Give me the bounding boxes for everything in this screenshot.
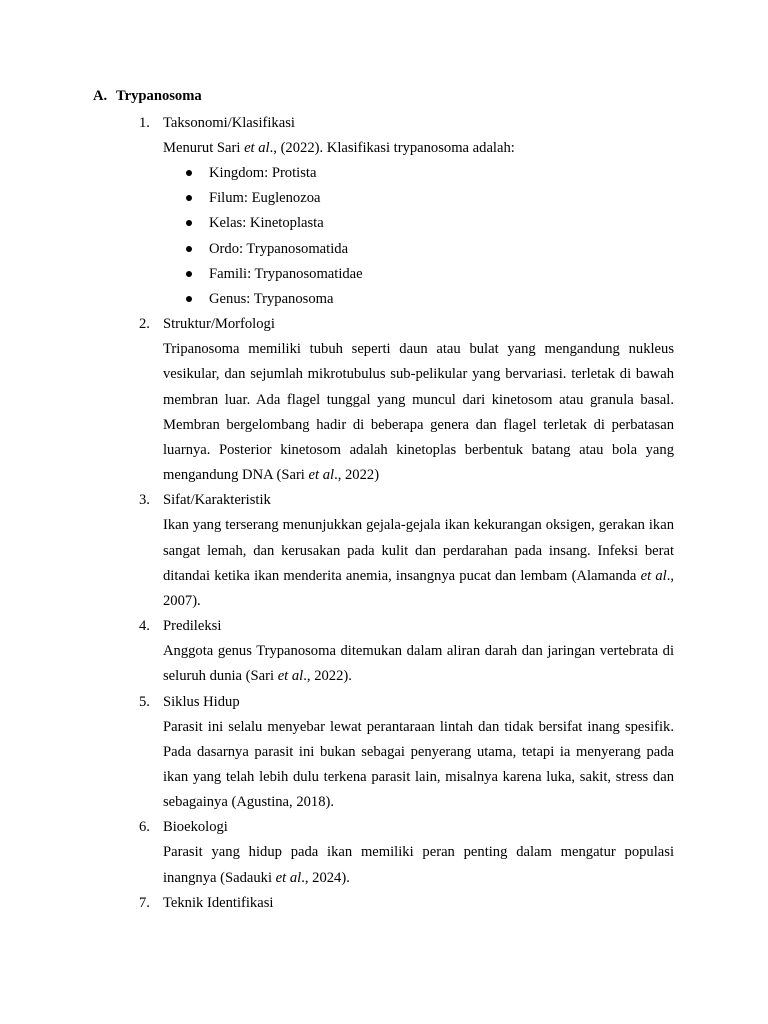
- paragraph-text: Tripanosoma memiliki tubuh seperti daun atau bulat yang mengandung nukleus vesikular, dan sejumlah mikrotubulus sub-pelikular yang bervariasi. terletak di bawah membran luar. Ada flagel tunggal yang muncul dari kinetosom atau granula basal. Membran bergelombang hadir di beberapa genera dan flagel terletak di perbatasan luarnya. Posterior kinetosom adalah kinetoplas berbentuk batang atau bola yang mengandung DNA (Sari: [163, 341, 674, 484]
- intro-text-end: ., (2022). Klasifikasi trypanosoma adalah:: [269, 140, 515, 156]
- section-title: Trypanosoma: [116, 88, 202, 104]
- item-number: 3.: [139, 492, 150, 509]
- item-number: 5.: [139, 693, 150, 710]
- item-struktur: [139, 312, 674, 488]
- item-teknik: [139, 891, 674, 916]
- bullet-icon: [186, 296, 192, 302]
- item-predileksi: [139, 614, 674, 689]
- taxonomy-intro: [163, 136, 674, 161]
- item-siklus: [139, 690, 674, 816]
- bullet-icon: [186, 170, 192, 176]
- section-content: [139, 111, 674, 916]
- item-title-text: Struktur/Morfologi: [163, 316, 275, 333]
- item-title: [139, 891, 674, 916]
- citation-italic: et al: [275, 869, 302, 886]
- paragraph-text: Anggota genus Trypanosoma ditemukan dalam aliran darah dan jaringan vertebrata di seluruh dunia (Sari: [163, 643, 674, 685]
- item-paragraph: Parasit ini selalu menyebar lewat perantaraan lintah dan tidak bersifat inang spesifik. Pada dasarnya parasit ini bukan sebagai penyerang utama, tetapi ia menyerang pada ikan yang telah lebih dulu terkena parasit lain, misalnya karena luka, sakit, stress dan sebagainya (Agustina, 2018).: [163, 718, 674, 811]
- paragraph-text-end: ., 2022): [334, 467, 380, 484]
- taxon-text: Genus: Trypanosoma: [209, 290, 334, 307]
- list-item: [186, 262, 674, 287]
- item-paragraph: [163, 639, 674, 689]
- intro-italic: et al: [244, 140, 270, 156]
- item-title-text: Teknik Identifikasi: [163, 894, 274, 911]
- item-number: 6.: [139, 819, 150, 836]
- item-paragraph: [163, 337, 674, 488]
- citation-italic: et al: [308, 467, 335, 484]
- taxon-text: Famili: Trypanosomatidae: [209, 265, 363, 282]
- intro-text: Menurut Sari: [163, 140, 245, 156]
- item-title: [139, 614, 674, 639]
- paragraph-text-end: ., 2007).: [163, 567, 674, 609]
- paragraph-text: Parasit yang hidup pada ikan memiliki peran penting dalam mengatur populasi inangnya (Sadauki: [163, 844, 674, 886]
- paragraph-text: Ikan yang terserang menunjukkan gejala-gejala ikan kekurangan oksigen, gerakan ikan sangat lemah, dan kerusakan pada kulit dan perdarahan pada insang. Infeksi berat ditandai ketika ikan menderita anemia, insangnya pucat dan lembam (Alamanda: [163, 517, 674, 584]
- item-number: 1.: [139, 115, 150, 131]
- item-title-text: Sifat/Karakteristik: [163, 492, 271, 509]
- taxonomy-list: [186, 161, 674, 312]
- item-paragraph: [163, 513, 674, 614]
- paragraph-text-end: ., 2024).: [301, 869, 350, 886]
- bullet-icon: [186, 271, 192, 277]
- list-item: [186, 161, 674, 186]
- item-title: [139, 690, 674, 715]
- item-title: [139, 488, 674, 513]
- item-bioekologi: [139, 815, 674, 890]
- list-item: [186, 287, 674, 312]
- item-taksonomi: [139, 111, 674, 312]
- item-sifat: [139, 488, 674, 614]
- section-heading: [93, 86, 593, 106]
- taxon-text: Filum: Euglenozoa: [209, 190, 321, 207]
- taxon-text: Kelas: Kinetoplasta: [209, 215, 324, 232]
- bullet-icon: [186, 246, 192, 252]
- item-title-text: Taksonomi/Klasifikasi: [163, 115, 295, 131]
- paragraph-text-end: ., 2022).: [303, 668, 352, 685]
- item-title: [139, 815, 674, 840]
- bullet-icon: [186, 195, 192, 201]
- taxon-text: Kingdom: Protista: [209, 165, 317, 181]
- list-item: [186, 186, 674, 211]
- item-title: [139, 312, 674, 337]
- item-title-text: Siklus Hidup: [163, 693, 240, 710]
- list-item: [186, 211, 674, 236]
- citation-italic: et al: [277, 668, 304, 685]
- item-number: 4.: [139, 618, 150, 635]
- section-letter: A.: [93, 88, 108, 104]
- item-number: 7.: [139, 894, 150, 911]
- item-title: [139, 111, 674, 136]
- item-paragraph: [163, 840, 674, 890]
- bullet-icon: [186, 220, 192, 226]
- citation-italic: et al: [640, 567, 667, 584]
- item-title-text: Bioekologi: [163, 819, 228, 836]
- item-number: 2.: [139, 316, 150, 333]
- taxon-text: Ordo: Trypanosomatida: [209, 240, 349, 257]
- list-item: [186, 237, 674, 262]
- item-title-text: Predileksi: [163, 618, 222, 635]
